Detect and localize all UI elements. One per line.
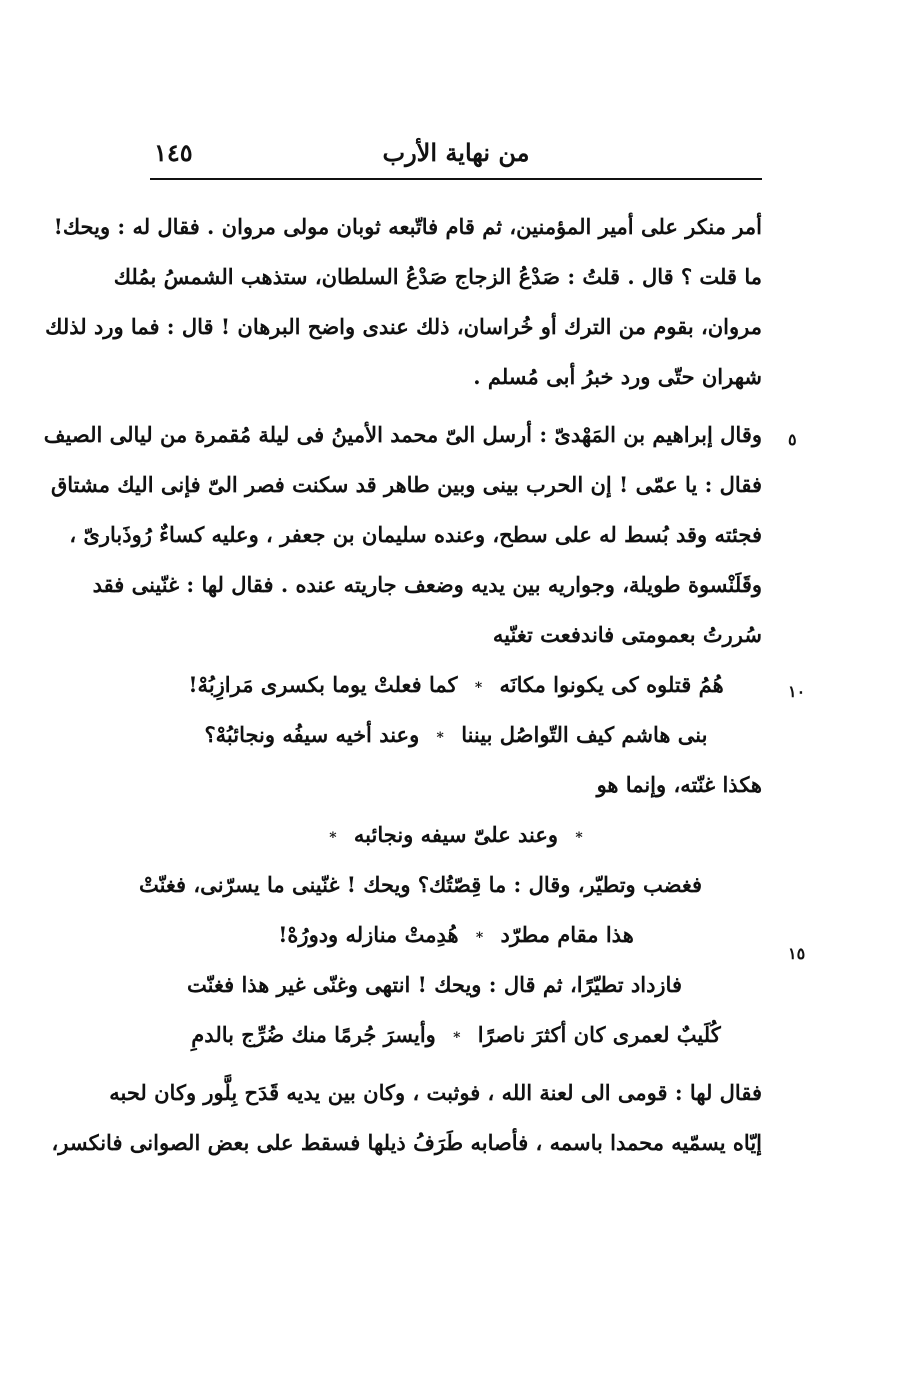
verse-line xyxy=(150,710,762,760)
verse-separator: * xyxy=(475,930,484,946)
verse-separator: * xyxy=(575,830,583,846)
verse-hemistich: كُلَيبٌ لعمرى كان أكثرَ ناصرًا xyxy=(477,1022,721,1047)
margin-line-number: ١٠ xyxy=(788,682,806,701)
text-line: وقَلَنْسوة طويلة، وجواريه بين يديه وضعف جاريته عنده . فقال لها : غنّينى فقد xyxy=(92,572,762,597)
text-line: فقال لها : قومى الى لعنة الله ، فوثبت ، وكان بين يديه قَدَح بِلَّور وكان لحبه xyxy=(109,1080,762,1105)
verse-hemistich: كما فعلتْ يوما بكسرى مَرازِبُهْ! xyxy=(188,672,458,697)
page-body xyxy=(43,202,762,1168)
verse-separator: * xyxy=(329,830,337,846)
page-header xyxy=(150,138,762,178)
verse-hemistich: هذا مقام مطرّد xyxy=(500,922,634,947)
text-line: وقال إبراهيم بن المَهْدىّ : أرسل الىّ محمد الأمينُ فى ليلة مُقمرة من ليالى الصيف xyxy=(43,422,762,447)
verse-line xyxy=(150,810,762,860)
verse-separator: * xyxy=(436,730,444,746)
text-line: أمر منكر على أمير المؤمنين، ثم قام فاتّبعه ثوبان مولى مروان . فقال له : ويحك! xyxy=(53,214,762,239)
verse-hemistich: هُدِمتْ منازله ودورُهْ! xyxy=(278,922,459,947)
running-title: من نهاية الأرب xyxy=(382,138,530,167)
verse-hemistich: وعند أخيه سيفُه ونجائبُهْ؟ xyxy=(204,722,420,747)
verse-hemistich: وعند علىّ سيفه ونجائبه xyxy=(353,822,559,847)
verse-separator: * xyxy=(453,1030,461,1046)
margin-line-number: ٥ xyxy=(788,430,797,449)
verse-line xyxy=(150,660,762,710)
text-line: سُررتُ بعمومتى فاندفعت تغنّيه xyxy=(492,622,762,647)
text-line: ما قلت ؟ قال . قلتُ : صَدْعُ الزجاج صَدْعُ السلطان، ستذهب الشمسُ بمُلك xyxy=(113,264,762,289)
text-line: فجئته وقد بُسط له على سطح، وعنده سليمان بن جعفر ، وعليه كساءٌ رُوذَبارىّ ، xyxy=(69,522,762,547)
verse-hemistich: بنى هاشم كيف التّواصُل بيننا xyxy=(461,722,708,747)
text-line: فقال : يا عمّى ! إن الحرب بينى وبين طاهر قد سكنت فصر الىّ فإنى اليك مشتاق xyxy=(50,472,762,497)
text-line: شهران حتّى ورد خبرُ أبى مُسلم . xyxy=(473,364,762,389)
text-line: هكذا غنّته، وإنما هو xyxy=(596,772,762,797)
verse-separator: * xyxy=(474,680,483,696)
header-rule xyxy=(150,178,762,180)
page-number: ١٤٥ xyxy=(154,138,193,167)
verse-hemistich: وأيسرَ جُرمًا منك ضُرِّج بالدمِ xyxy=(191,1022,436,1047)
text-line: فغضب وتطيّر، وقال : ما قِصّتُك؟ ويحك ! غنّينى ما يسرّنى، فغنّتْ xyxy=(138,872,702,897)
text-line: إيّاه يسمّيه محمدا باسمه ، فأصابه طَرَفُ ذيلها فسقط على بعض الصوانى فانكسر، xyxy=(51,1130,762,1155)
margin-line-number: ١٥ xyxy=(788,944,806,963)
verse-hemistich: هُمُ قتلوه كى يكونوا مكانَه xyxy=(499,672,724,697)
text-line: مروان، بقوم من الترك أو خُراسان، ذلك عندى واضح البرهان ! قال : فما ورد لذلك xyxy=(45,314,762,339)
verse-line xyxy=(150,1010,762,1060)
text-line: فازداد تطيّرًا، ثم قال : ويحك ! انتهى وغنّى غير هذا فغنّت xyxy=(187,972,682,997)
verse-line xyxy=(150,910,762,960)
